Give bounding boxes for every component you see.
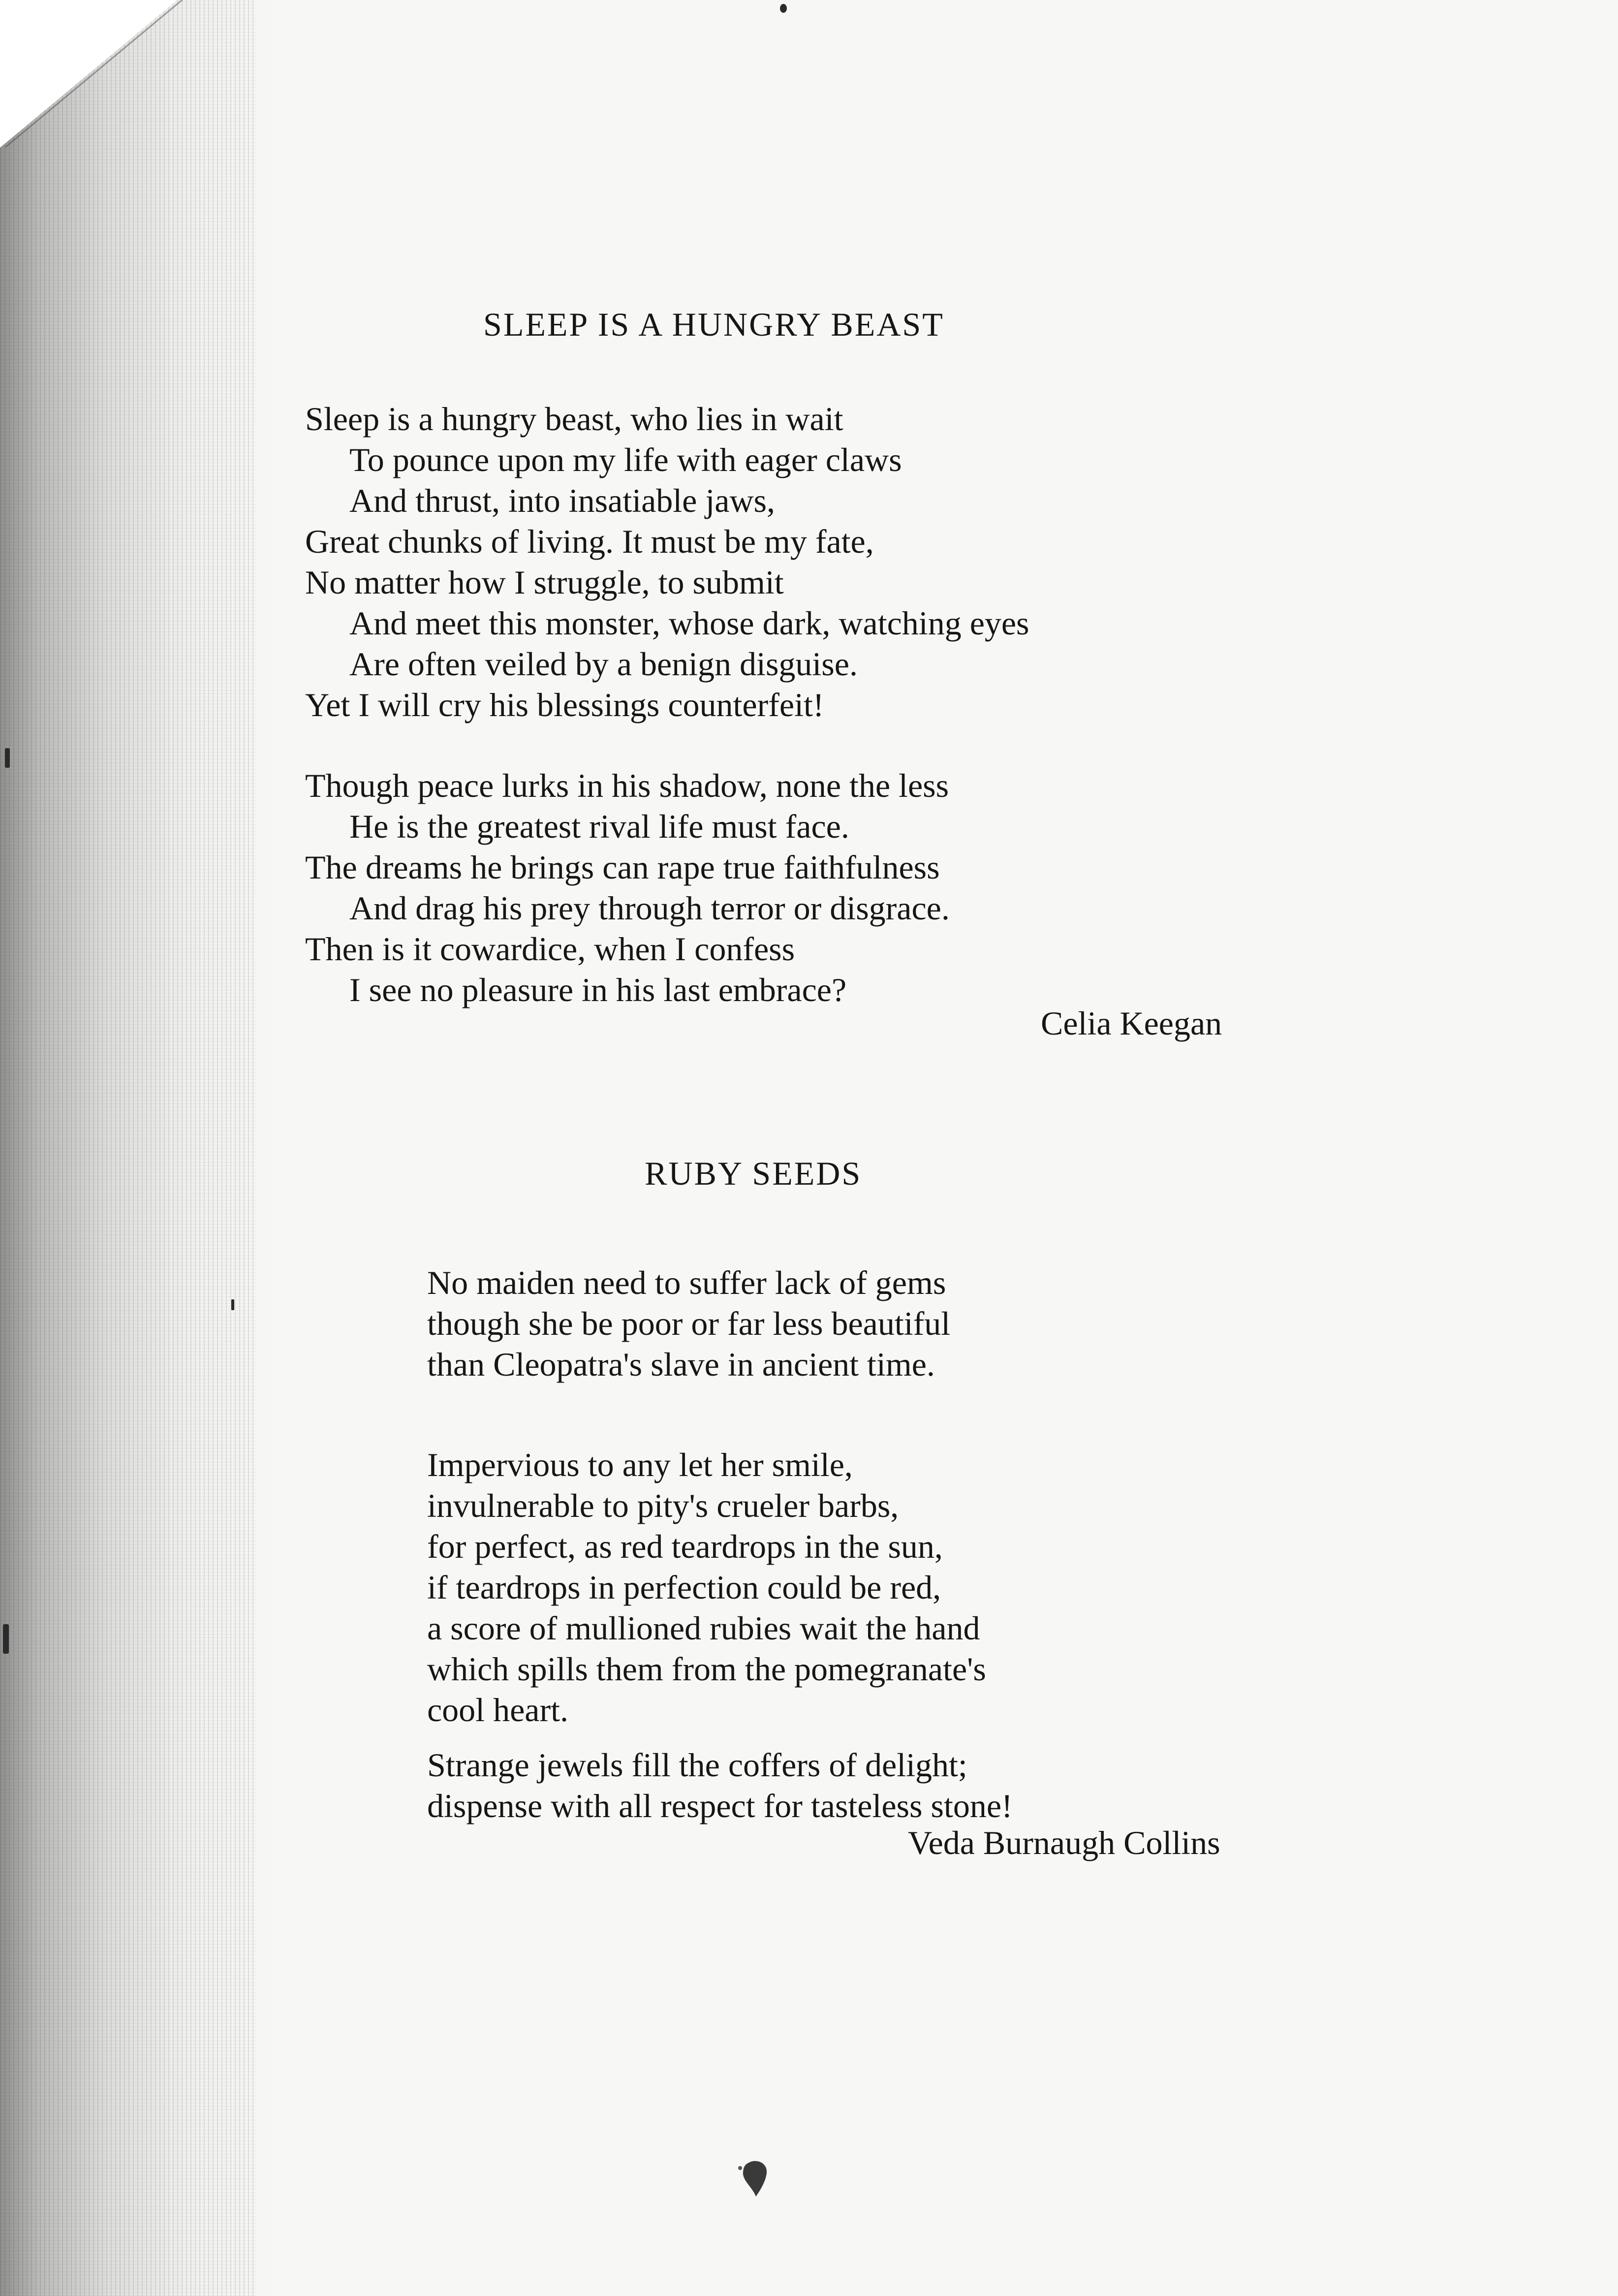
poem-line: And drag his prey through terror or disgrace.	[349, 889, 950, 927]
poem-line: Though peace lurks in his shadow, none the less	[305, 767, 949, 804]
speck	[5, 748, 10, 768]
poem-stanza	[305, 765, 950, 1010]
poem-title: RUBY SEEDS	[645, 1155, 862, 1192]
poem-line: a score of mullioned rubies wait the hand	[427, 1609, 980, 1647]
poem-stanza	[427, 1262, 950, 1385]
poem-title: SLEEP IS A HUNGRY BEAST	[483, 306, 944, 343]
poem-line: dispense with all respect for tasteless stone!	[427, 1787, 1013, 1824]
poem-line: To pounce upon my life with eager claws	[349, 441, 902, 478]
poem-line: for perfect, as red teardrops in the sun,	[427, 1528, 943, 1565]
poem-line: than Cleopatra's slave in ancient time.	[427, 1346, 935, 1383]
poem-stanza	[305, 399, 1029, 725]
folded-corner	[0, 0, 177, 148]
poem-line: Impervious to any let her smile,	[427, 1446, 853, 1483]
poem-line: Are often veiled by a benign disguise.	[349, 645, 858, 683]
poem-line: though she be poor or far less beautiful	[427, 1305, 951, 1342]
poem-author: Veda Burnaugh Collins	[908, 1824, 1220, 1861]
page-ornament	[738, 2158, 773, 2198]
poem-line: And meet this monster, whose dark, watching eyes	[349, 604, 1029, 642]
poem-line: I see no pleasure in his last embrace?	[349, 971, 847, 1008]
poem-line: No matter how I struggle, to submit	[305, 564, 784, 601]
poem-line: if teardrops in perfection could be red,	[427, 1569, 941, 1606]
poem-line: Yet I will cry his blessings counterfeit!	[305, 686, 824, 723]
speck	[780, 4, 787, 13]
poem-line: No maiden need to suffer lack of gems	[427, 1264, 946, 1301]
speck	[231, 1299, 234, 1310]
poem-line: invulnerable to pity's crueler barbs,	[427, 1487, 899, 1524]
poem-line: Great chunks of living. It must be my fate,	[305, 523, 874, 560]
poem-line: And thrust, into insatiable jaws,	[349, 482, 776, 519]
poem-author: Celia Keegan	[1041, 1005, 1222, 1042]
scan-noise	[0, 0, 256, 2296]
poem-stanza	[427, 1745, 1013, 1826]
poem-line: Sleep is a hungry beast, who lies in wait	[305, 400, 843, 438]
poem-line: cool heart.	[427, 1691, 568, 1729]
poem-stanza	[427, 1445, 986, 1730]
poem-line: Then is it cowardice, when I confess	[305, 930, 795, 968]
poem-line: He is the greatest rival life must face.	[349, 808, 849, 845]
poem-line: which spills them from the pomegranate's	[427, 1650, 986, 1688]
speck	[3, 1624, 9, 1654]
poem-line: The dreams he brings can rape true faithfulness	[305, 849, 940, 886]
poem-line: Strange jewels fill the coffers of delight;	[427, 1746, 967, 1784]
